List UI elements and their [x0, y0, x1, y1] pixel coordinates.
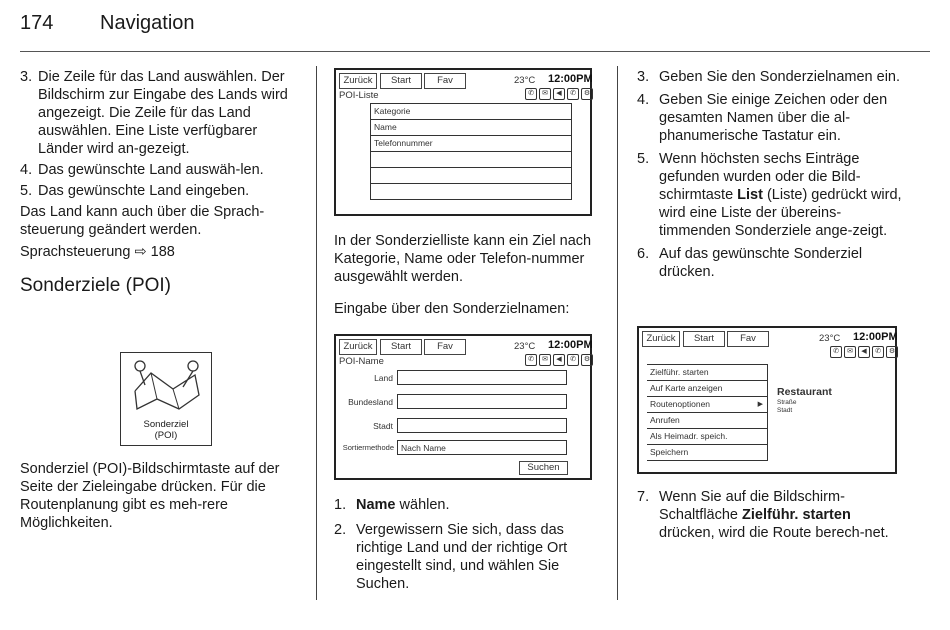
- city-field[interactable]: [397, 418, 567, 433]
- call-icon: ✆: [567, 88, 579, 100]
- list-row-category[interactable]: Kategorie: [371, 104, 571, 120]
- city-label: Stadt: [373, 421, 393, 431]
- menu-item-start-guidance[interactable]: Zielführ. starten: [647, 365, 767, 381]
- list-item: 6. Auf das gewünschte Sonderziel drücken.: [637, 246, 863, 280]
- column-divider-1: [316, 66, 317, 600]
- list-description: In der Sonderzielliste kann ein Ziel nach Kategorie, Name oder Telefon-nummer ausgewählt werden.: [334, 233, 592, 285]
- menu-item-route-options[interactable]: Routenoptionen ▶: [647, 397, 767, 413]
- back-button[interactable]: Zurück: [339, 73, 377, 89]
- poi-heading: Sonderziele (POI): [20, 275, 172, 296]
- state-label: Bundesland: [348, 397, 393, 407]
- list-row-phone[interactable]: Telefonnummer: [371, 136, 571, 152]
- voice-paragraph: Das Land kann auch über die Sprach-steuerung geändert werden.: [20, 204, 265, 238]
- fav-button[interactable]: Fav: [727, 331, 769, 347]
- menu-item-save[interactable]: Speichern: [650, 447, 689, 457]
- volume-icon: ◀: [553, 354, 565, 366]
- clock: 12:00PM: [548, 73, 593, 85]
- list-item: 1. Name wählen.: [334, 497, 450, 513]
- list-row-empty[interactable]: [371, 168, 571, 184]
- poi-detail-screen: [637, 326, 897, 474]
- voice-cross-reference[interactable]: Sprachsteuerung ⇨ 188: [20, 244, 175, 260]
- back-button[interactable]: Zurück: [642, 331, 680, 347]
- call-icon: ✆: [872, 346, 884, 358]
- list-item: 4. Das gewünschte Land auswäh-len.: [20, 162, 264, 178]
- mail-icon: ✉: [539, 88, 551, 100]
- list-row-empty[interactable]: [371, 152, 571, 168]
- list-item: 4. Geben Sie einige Zeichen oder den gesamten Namen über die al-phanumerische Tastatur ein.: [637, 92, 888, 144]
- status-icons: [525, 354, 593, 366]
- mail-icon: ✉: [844, 346, 856, 358]
- status-icons: [830, 346, 898, 358]
- page-number: 174: [20, 12, 54, 34]
- screen-title: POI-Liste: [339, 90, 379, 101]
- middle-steps: [334, 496, 609, 596]
- poi-street: Straße: [777, 399, 797, 406]
- poi-icon-label-sub: (POI): [154, 430, 178, 441]
- menu-item-show-on-map[interactable]: Auf Karte anzeigen: [647, 381, 767, 397]
- back-button[interactable]: Zurück: [339, 339, 377, 355]
- poi-paragraph: Sonderziel (POI)-Bildschirmtaste auf der Seite der Zieleingabe drücken. Für die Routenplanung gibt es meh-rere Möglichkeiten.: [20, 461, 280, 531]
- list-item: 5. Das gewünschte Land eingeben.: [20, 183, 250, 199]
- search-button[interactable]: Suchen: [519, 461, 568, 475]
- clock: 12:00PM: [548, 339, 593, 351]
- right-column-bottom: [637, 488, 907, 545]
- country-label: Land: [374, 373, 393, 383]
- settings-icon: ⚙: [581, 354, 593, 366]
- fav-button[interactable]: Fav: [424, 339, 466, 355]
- settings-icon: ⚙: [886, 346, 898, 358]
- screen-title: POI-Name: [339, 356, 384, 367]
- phone-icon: ✆: [525, 88, 537, 100]
- temperature: 23°C: [514, 341, 536, 352]
- list-item: 2. Vergewissern Sie sich, dass das richtige Land und der richtige Ort eingestellt sind, und wählen Sie Suchen.: [334, 522, 568, 592]
- menu-item-save-home[interactable]: Als Heimadr. speich.: [647, 429, 767, 445]
- map-pin-icon: [121, 353, 211, 415]
- start-button[interactable]: Start: [683, 331, 725, 347]
- poi-icon-label: Sonderziel: [143, 419, 189, 430]
- phone-icon: ✆: [525, 354, 537, 366]
- mail-icon: ✉: [539, 354, 551, 366]
- poi-city: Stadt: [777, 407, 793, 414]
- middle-text: [334, 232, 604, 318]
- list-item: 3. Geben Sie den Sonderzielnamen ein.: [637, 69, 901, 85]
- clock: 12:00PM: [853, 331, 898, 343]
- arrow-right-icon: ⇨: [134, 244, 147, 260]
- left-column: [20, 68, 302, 295]
- temperature: 23°C: [514, 75, 536, 86]
- column-divider-2: [617, 66, 618, 600]
- poi-button-illustration: [120, 352, 212, 446]
- list-item: 7. Wenn Sie auf die Bildschirm-Schaltfläche Zielführ. starten drücken, wird die Route berech-net.: [637, 489, 889, 541]
- state-field[interactable]: [397, 394, 567, 409]
- poi-action-menu: [647, 364, 768, 461]
- phone-icon: ✆: [830, 346, 842, 358]
- list-item: 3. Die Zeile für das Land auswählen. Der Bildschirm zur Eingabe des Lands wird angezeigt. Die Zeile für das Land auswählen. Eine Liste verfügbarer Länder wird an-gezeigt.: [20, 69, 288, 157]
- fav-button[interactable]: Fav: [424, 73, 466, 89]
- temperature: 23°C: [819, 333, 841, 344]
- volume-icon: ◀: [553, 88, 565, 100]
- name-entry-heading: Eingabe über den Sonderzielnamen:: [334, 301, 570, 317]
- poi-name: Restaurant: [777, 386, 832, 398]
- start-button[interactable]: Start: [380, 73, 422, 89]
- settings-icon: ⚙: [581, 88, 593, 100]
- poi-button-name: Sonderziel (POI): [20, 461, 128, 477]
- volume-icon: ◀: [858, 346, 870, 358]
- status-icons: [525, 88, 593, 100]
- poi-name-screen: [334, 334, 592, 480]
- right-column: [637, 68, 907, 284]
- sort-label: Sortiermethode: [342, 443, 394, 452]
- country-field[interactable]: [397, 370, 567, 385]
- list-row-name[interactable]: Name: [371, 120, 571, 136]
- poi-list: [370, 103, 572, 200]
- list-row-empty[interactable]: [371, 184, 571, 199]
- sort-method-select[interactable]: Nach Name: [397, 440, 567, 455]
- arrow-right-icon: ▶: [757, 401, 763, 408]
- list-item: 5. Wenn höchsten sechs Einträge gefunden wurden oder die Bild-schirmtaste List (Liste) gedrückt wird, wird eine Liste der übereins-timmenden Sonderziele ange-zeigt.: [637, 151, 902, 239]
- call-icon: ✆: [567, 354, 579, 366]
- header-rule: [20, 51, 930, 52]
- section-title: Navigation: [100, 12, 195, 34]
- menu-item-call[interactable]: Anrufen: [647, 413, 767, 429]
- poi-list-screen: [334, 68, 592, 216]
- start-button[interactable]: Start: [380, 339, 422, 355]
